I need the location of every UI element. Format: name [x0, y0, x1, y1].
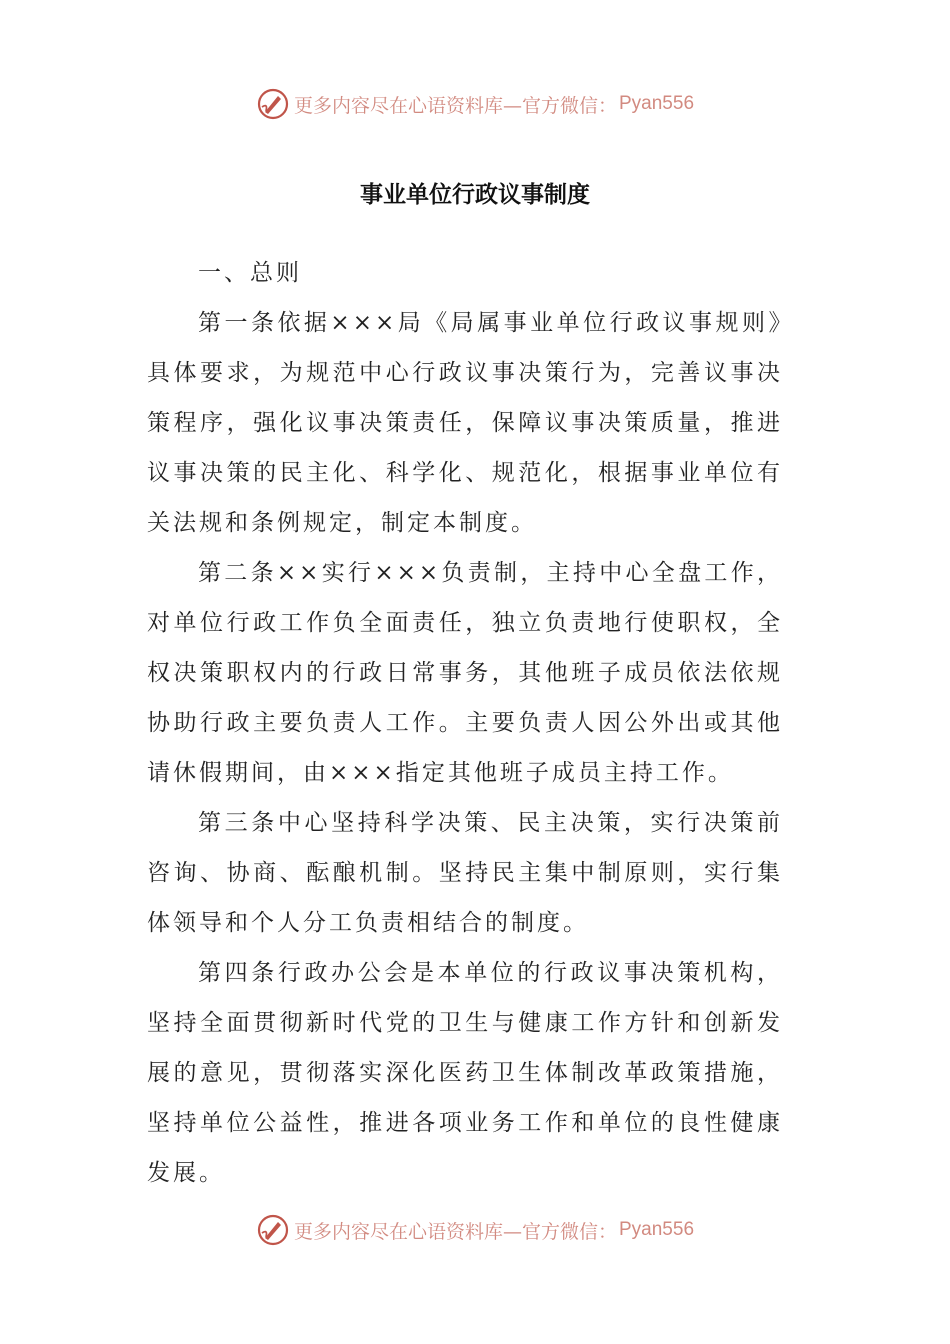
- document-title: 事业单位行政议事制度: [360, 182, 590, 208]
- watermark-text: 更多内容尽在心语资料库—官方微信：: [293, 94, 617, 117]
- pen-logo-icon: [256, 87, 290, 121]
- watermark-text: 更多内容尽在心语资料库—官方微信：: [293, 1220, 617, 1243]
- paragraph-article-4: 第四条行政办公会是本单位的行政议事决策机构，坚持全面贯彻新时代党的卫生与健康工作方针和创新发展的意见，贯彻落实深化医药卫生体制改革政策措施，坚持单位公益性，推进各项业务工作和单位的良性健康发展。: [147, 960, 783, 1186]
- watermark-footer: [0, 1210, 950, 1250]
- document-body: [147, 248, 783, 1198]
- paragraph-article-1: 第一条依据×××局《局属事业单位行政议事规则》具体要求，为规范中心行政议事决策行为，完善议事决策程序，强化议事决策责任，保障议事决策质量，推进议事决策的民主化、科学化、规范化，根据事业单位有关法规和条例规定，制定本制度。: [147, 310, 783, 536]
- section-heading: 一、总则: [198, 260, 302, 286]
- watermark-header: [0, 84, 950, 124]
- paragraph-article-2: 第二条××实行×××负责制，主持中心全盘工作，对单位行政工作负全面责任，独立负责地行使职权，全权决策职权内的行政日常事务，其他班子成员依法依规协助行政主要负责人工作。主要负责人因公外出或其他请休假期间，由×××指定其他班子成员主持工作。: [147, 560, 783, 786]
- watermark-handle: Pyan556: [619, 1219, 695, 1240]
- pen-logo-icon: [256, 1213, 290, 1247]
- watermark-handle: Pyan556: [619, 93, 695, 114]
- paragraph-article-3: 第三条中心坚持科学决策、民主决策，实行决策前咨询、协商、酝酿机制。坚持民主集中制原则，实行集体领导和个人分工负责相结合的制度。: [147, 810, 783, 936]
